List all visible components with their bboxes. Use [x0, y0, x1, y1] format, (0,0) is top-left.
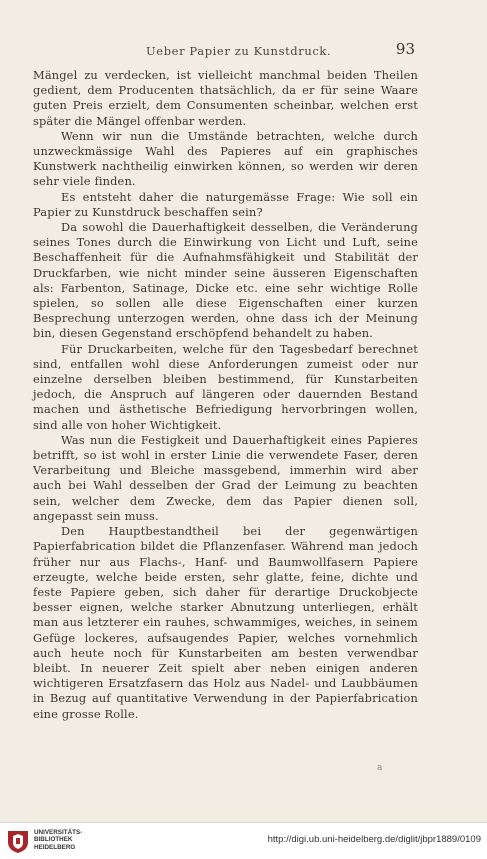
- university-seal-icon: [6, 828, 30, 854]
- printer-mark: a: [377, 763, 383, 773]
- page-header: [0, 40, 487, 60]
- paragraph: Mängel zu verdecken, ist vielleicht manchmal beiden Theilen gedient, dem Producenten thatsächlich, da er für seine Waare guten Preis erzielt, dem Consumenten scheinbar, welchen erst später die Mängel offenbar werden.: [33, 68, 418, 128]
- source-url-link[interactable]: http://digi.ub.uni-heidelberg.de/diglit/jbpr1889/0109: [267, 834, 481, 845]
- paragraph: Was nun die Festigkeit und Dauerhaftigkeit eines Papieres betrifft, so ist wohl in erster Linie die verwendete Faser, deren Verarbeitung und Bleiche massgebend, immerhin wird aber auch bei Wahl desselben der Grad der Leimung zu beachten sein, welcher dem Zwecke, dem das Papier dienen soll, angepasst sein muss.: [33, 432, 418, 523]
- paragraph: Für Druckarbeiten, welche für den Tagesbedarf berechnet sind, entfallen wohl diese Anforderungen zumeist oder nur einzelne derselben bleiben bestimmend, für Kunstarbeiten jedoch, die Anspruch auf längeren oder dauernden Bestand machen und ästhetische Befriedigung hervorbringen wollen, sind alle von hoher Wichtigkeit.: [33, 341, 418, 432]
- body-text: [33, 68, 418, 722]
- paragraph: Es entsteht daher die naturgemässe Frage: Wie soll ein Papier zu Kunstdruck beschaffen sein?: [33, 189, 418, 219]
- paragraph: Den Hauptbestandtheil bei der gegenwärtigen Papierfabrication bildet die Pflanzenfaser. Während man jedoch früher nur aus Flachs-, Hanf- und Baumwollfasern Papiere erzeugte, welche beide ersten, sehr glatte, feine, dichte und feste Papiere geben, sich daher für derartige Druckobjecte besser eignen, welche starker Abnutzung unterliegen, erhält man aus letzterer ein rauhes, schwammiges, weiches, in seinem Gefüge lockeres, aufsaugendes Papier, welches vornehmlich auch heute noch für Kunstarbeiten am besten verwendbar bleibt. In neuerer Zeit spielt aber neben einigen anderen wichtigeren Ersatzfasern das Holz aus Nadel- und Laubbäumen in Bezug auf quantitative Verwendung in der Papierfabrication eine grosse Rolle.: [33, 524, 418, 721]
- paragraph: Da sowohl die Dauerhaftigkeit desselben, die Veränderung seines Tones durch die Einwirkung von Licht und Luft, seine Beschaffenheit für die Aufnahmsfähigkeit und Stabilität der Druckfarben, wie nicht minder seine äusseren Eigenschaften als: Farbenton, Satinage, Dicke etc. eine sehr wichtige Rolle spielen, so sollen alle diese Eigenschaften einer kurzen Besprechung unterzogen werden, ohne dass ich der Meinung bin, diesen Gegenstand erschöpfend behandelt zu haben.: [33, 220, 418, 341]
- library-name: [34, 829, 82, 851]
- library-name-line: UNIVERSITÄTS-: [34, 829, 83, 836]
- viewer-footer: [0, 822, 487, 859]
- running-title: Ueber Papier zu Kunstdruck.: [146, 44, 332, 58]
- library-name-line: BIBLIOTHEK: [34, 836, 73, 844]
- library-name-line: HEIDELBERG: [34, 843, 76, 851]
- page-number: 93: [395, 40, 415, 58]
- paragraph: Wenn wir nun die Umstände betrachten, welche durch unzweckmässige Wahl des Papieres auf ein graphisches Kunstwerk nachtheilig einwirken können, so werden wir deren sehr viele finden.: [33, 128, 418, 189]
